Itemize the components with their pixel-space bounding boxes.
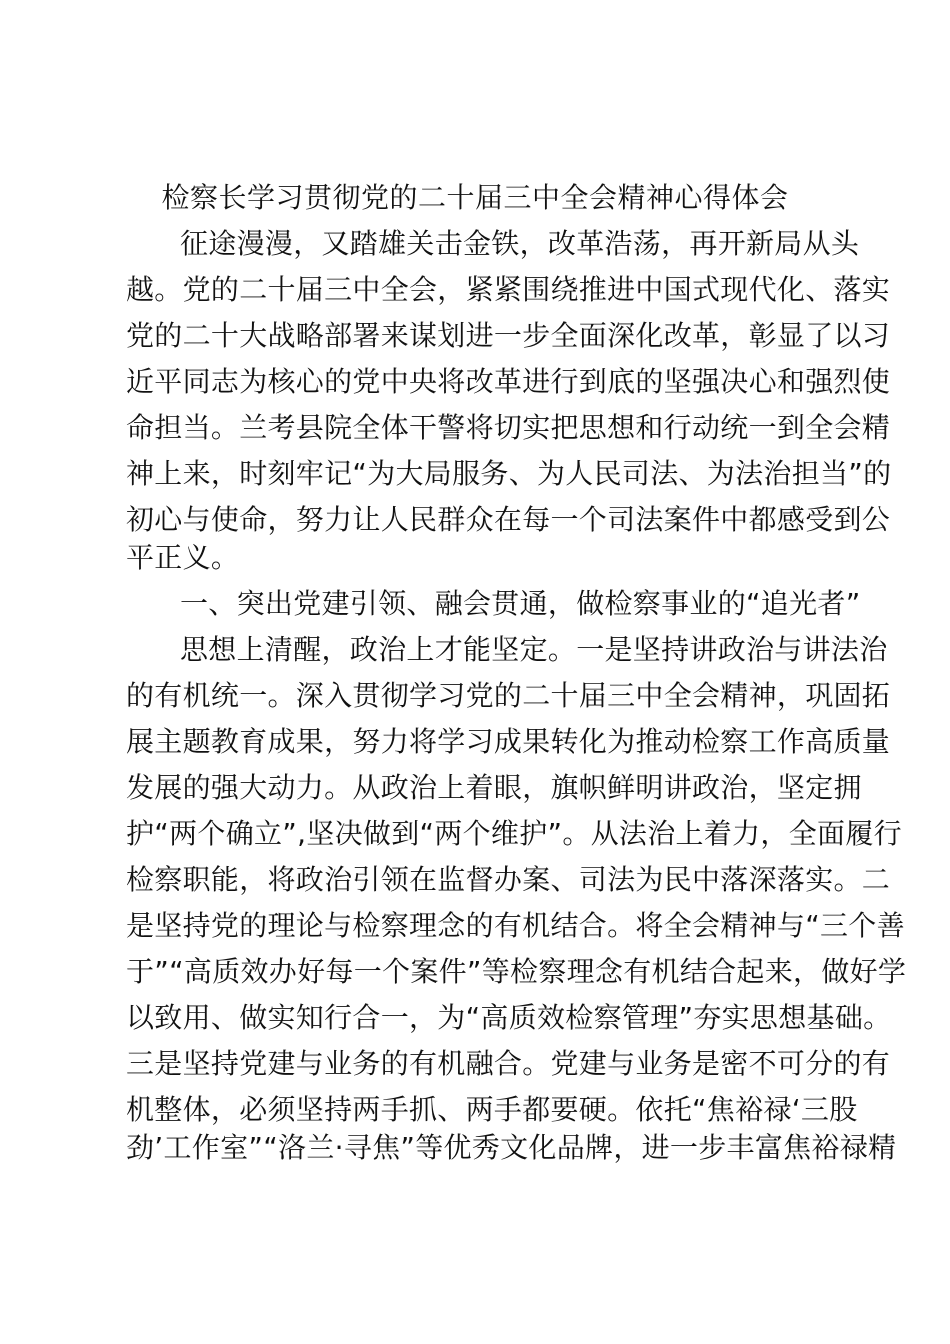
section-heading: 一、突出党建引领、融会贯通，做检察事业的“追光者” [180,587,861,620]
paragraph-line: 神上来，时刻牢记“为大局服务、为人民司法、为法治担当”的 [126,457,892,490]
paragraph-line: 检察职能，将政治引领在监督办案、司法为民中落深落实。二 [126,863,891,896]
paragraph-line: 发展的强大动力。从政治上着眼，旗帜鲜明讲政治，坚定拥 [126,771,862,804]
paragraph-line: 是坚持党的理论与检察理念的有机结合。将全会精神与“三个善 [126,909,905,942]
paragraph-line: 展主题教育成果，努力将学习成果转化为推动检察工作高质量 [126,725,891,758]
paragraph-line: 机整体，必须坚持两手抓、两手都要硬。依托“焦裕禄‘三股 [126,1093,858,1126]
paragraph-line: 劲’工作室”“洛兰·寻焦”等优秀文化品牌，进一步丰富焦裕禄精 [126,1131,897,1164]
paragraph-line: 初心与使命，努力让人民群众在每一个司法案件中都感受到公 [126,503,891,536]
paragraph-line: 于”“高质效办好每一个案件”等检察理念有机结合起来，做好学 [126,955,907,988]
paragraph-line: 以致用、做实知行合一，为“高质效检察管理”夯实思想基础。 [126,1001,892,1034]
paragraph-line: 近平同志为核心的党中央将改革进行到底的坚强决心和强烈使 [126,365,891,398]
paragraph-line: 护“两个确立”,坚决做到“两个维护”。从法治上着力，全面履行 [126,817,902,850]
paragraph-line: 党的二十大战略部署来谋划进一步全面深化改革，彰显了以习 [126,319,891,352]
paragraph-line: 思想上清醒，政治上才能坚定。一是坚持讲政治与讲法治 [180,633,888,666]
document-title: 检察长学习贯彻党的二十届三中全会精神心得体会 [161,181,789,214]
paragraph-line: 越。党的二十届三中全会，紧紧围绕推进中国式现代化、落实 [126,273,891,306]
paragraph-line: 平正义。 [126,541,240,574]
paragraph-line: 命担当。兰考县院全体干警将切实把思想和行动统一到全会精 [126,411,891,444]
paragraph-line: 的有机统一。深入贯彻学习党的二十届三中全会精神，巩固拓 [126,679,891,712]
paragraph-line: 三是坚持党建与业务的有机融合。党建与业务是密不可分的有 [126,1047,891,1080]
paragraph-line: 征途漫漫，又踏雄关击金铁，改革浩荡，再开新局从头 [180,227,860,260]
